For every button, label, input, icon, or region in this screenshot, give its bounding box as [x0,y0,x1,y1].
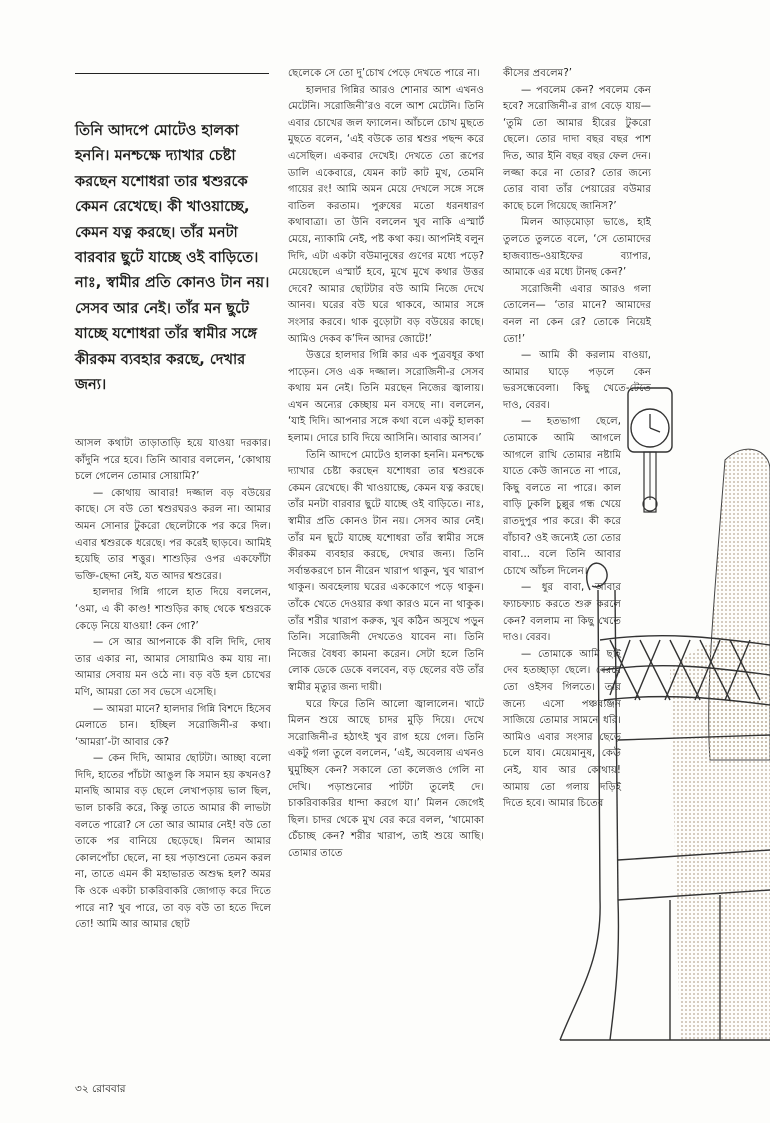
paragraph: — কেন দিদি, আমার ছোটটা। আচ্ছা বলো দিদি, হাতের পাঁচটা আঙুল কি সমান হয় কখনও? মানছি আমার বড় ছেলে লেখাপড়ায় ভাল ছিল, ভাল চাকরি করে, কিন্তু তাতে আমার কী লাভটা বলতে পারো? সে তো আর আমার নেই! বউ তো তাকে পর বানিয়ে ছেড়েছে। মিলন আমার কোলপোঁচা ছেলে, না হয় পড়াশুনো তেমন করল না, তাতে এমন কী মহাভারত অশুদ্ধ হল? অমর কি ওকে একটা চাকরিবাকরি জোগাড় করে দিতে পারে না? খুব পারে, তা বড় বউ তা হতে দিলে তো! আমি আর আমার ছোট [75,753,271,931]
paragraph: — কোথায় আবার! দজ্জাল বড় বউয়ের কাছে। সে বউ তো শ্বশুরঘরও করল না। আমার অমন সোনার টুকরো ছেলেটাকে পর করে দিল। এবার শ্বশুরকে ধরেছে। পর করেই ছাড়বে। আমিই হয়েছি তার শত্তুর। শাশুড়ির ওপর একফোঁটা ভক্তি-ছেদ্দা নেই, যত আদর শ্বশুরের। [75,487,271,582]
paragraph: হালদার গিন্নির আরও শোনার আশ এখনও মেটেনি। সরোজিনী’রও বলে আশ মেটেনি। তিনি এবার চোখের জল ফ্যালেন। আঁচলে চোখ মুছতে মুছতে বলেন, ‘এই বউকে তার শ্বশুর পছন্দ করে এসেছিল। একবার দেখেই। দেখতে তো রূপের ডালি একেবারে, যেমন কাট কাট মুখ, তেমনি গায়ের রং! আমি অমন মেয়ে দেখলে সঙ্গে সঙ্গে বাতিল করতাম। পুরুষের মতো ধরনধারণ কথাবাত্রা। তা উনি বললেন খুব নাকি এস্মার্ট মেয়ে, ন্যাকামি নেই, পষ্ট কথা কয়। আপনিই বলুন দিদি, এটা একটা বউমানুষের গুণের মধ্যে পড়ে? মেয়েছেলে এস্মার্ট হবে, মুখে মুখে কথার উত্তর দেবে? আমার ছোটটার বউ আমি নিজে দেখে আনব। ঘরের বউ ঘরে থাকবে, আমার সঙ্গে সংসার করবে। থাক বুড়োটা বড় বউয়ের কাছে। আমিও দেকব ক’দিন আদর জোটে!’ [288,84,484,345]
paragraph: উত্তরে হালদার গিন্নি কার এক পুত্রবধূর কথা পাড়েন। সেও এক দজ্জাল। সরোজিনী-র সেসব কথায় মন নেই। তিনি মরছেন নিজের জ্বালায়। এখন অন্যের কেচ্ছায় মন বসছে না। বললেন, ‘যাই দিদি। আপনার সঙ্গে কথা বলে একটু হালকা হলাম। দোরে চাবি দিয়ে আসিনি। আবার আসব।’ [288,350,484,445]
paragraph: — সে আর আপনাকে কী বলি দিদি, দোষ তার একার না, আমার সোয়ামিও কম যায় না। আমার সেবায় মন ওঠে না। বড় বউ হল চোখের মণি, আমরা তো সব ভেসে এসেছি। [75,637,271,698]
pull-quote: তিনি আদপে মোটেও হালকা হননি। মনশ্চক্ষে দ্যাখার চেষ্টা করছেন যশোধরা তার শ্বশুরকে কেমন রেখেছে। কী খাওয়াচ্ছে, কেমন যত্ন করছে। তাঁর মনটা বারবার ছুটে যাচ্ছে ওই বাড়িতে। নাঃ, স্বামীর প্রতি কোনও টান নয়। সেসব আর নেই। তাঁর মন ছুটে যাচ্ছে যশোধরা তাঁর স্বামীর সঙ্গে কীরকম ব্যবহার করছে, দেখার জন্য। [75,122,270,394]
chair-clock-illustration [520,340,770,1060]
paragraph: ঘরে ফিরে তিনি আলো জ্বালালেন। খাটে মিলন শুয়ে আছে চাদর মুড়ি দিয়ে। দেখে সরোজিনী-র হঠাৎই খুব রাগ হয়ে গেল। তিনি একটু গলা তুলে বললেন, ‘এই, অবেলায় এখনও ঘুমুচ্ছিস কেন? সকালে তো কলেজও গেলি না দেখি। পড়াশুনোর পাটটা তুলেই দে। চাকরিবাকরির ধান্দা করগে যা।’ মিলন জেগেই ছিল। চাদর থেকে মুখ বের করে বলল, ‘খামোকা চেঁচাচ্ছ কেন? শরীর খারাপ, তাই শুয়ে আছি। তোমার তাতে [288,698,484,859]
paragraph: সরোজিনী এবার আরও গলা তোলেন— ‘তার মানে? আমাদের বনল না কেন রে? তোকে নিয়েই তো!’ [503,283,651,345]
column-2 [288,66,484,863]
paragraph: মিলন আড়মোড়া ভাঙে, হাই তুলতে তুলতে বলে, ‘সে তোমাদের হাজব্যান্ড-ওয়াইফের ব্যাপার, আমাকে এর মধ্যে টানছ কেন?’ [503,217,651,279]
column-1 [75,436,271,934]
paragraph: আসল কথাটা তাড়াতাড়ি হয়ে যাওয়া দরকার। কাঁদুনি পরে হবে। তিনি আবার বললেন, ‘কোথায় চলে গেলেন তোমার সোয়ামি?’ [75,438,271,483]
paragraph: — ধুর বাবা, আবার ফ্যাচফ্যাচ করতে শুরু করলে কেন? বললাম না কিছু খেতে দাও। বেরব। [503,582,621,644]
page-folio: ৩২ রোববার [75,1083,126,1095]
paragraph: ছেলেকে সে তো দু’চোখ পেড়ে দেখতে পারে না। [288,68,480,79]
paragraph: কীসের প্রবলেম?’ [503,68,572,79]
top-rule [75,73,269,74]
paragraph: তিনি আদপে মোটেও হালকা হননি। মনশ্চক্ষে দ্যাখার চেষ্টা করছেন যশোধরা তার শ্বশুরকে কেমন রেখেছে। কী খাওয়াচ্ছে, কেমন যত্ন করছে। তাঁর মনটা বারবার ছুটে যাচ্ছে ওই বাড়িতে। নাঃ, স্বামীর প্রতি কোনও টান নয়। সেসব আর নেই। তাঁর মন ছুটে যাচ্ছে যশোধরা তাঁর স্বামীর সঙ্গে কীরকম ব্যবহার করছে, দেখার জন্য। তিনি সর্বান্তকরণে চান নীরেন খারাপ থাকুন, খুব খারাপ থাকুন। অবহেলায় ঘরের এককোণে পড়ে থাকুন। তাঁকে খেতে দেওয়ার কথা কারও মনে না থাকুক। তাঁর শরীর খারাপ করুক, খুব কঠিন অসুখে পড়ুন তিনি। সরোজিনী দেখতেও যাবেন না। তিনি নিজের বৈধব্য কামনা করেন। সেটা হলে তিনি লোক ডেকে ডেকে বলবেন, বড় ছেলের বউ তাঁর স্বামীর মৃত্যুর জন্য দায়ী। [288,449,484,693]
paragraph: — তোমাকে আমি ছাই দেব হতচ্ছাড়া ছেলে। বেরবে তো ওইসব গিলতে। তার জন্যে এসো পঞ্চব্যঞ্জন সাজিয়ে তোমার সামনে ধরি। আমিও এবার সংসার ছেড়ে চলে যাব। মেয়েমানুষ, কেউ নেই, যাব আর কোথায়! আমায় তো গলায় দড়িই দিতে হবে। আমার চিতের [503,648,621,810]
paragraph: হালদার গিন্নি গালে হাত দিয়ে বললেন, ‘ওমা, এ কী কাণ্ড! শাশুড়ির কাছ থেকে শ্বশুরকে কেড়ে নিয়ে যাওয়া! কেন গো?’ [75,587,271,632]
paragraph: — হতভাগা ছেলে, তোমাকে আমি আগলে আগলে রাখি তোমার নষ্টামি যাতে কেউ জানতে না পারে, কিছু বলতে না পারে। কাল বাড়ি ঢুকলি চুল্লুর গন্ধ খেয়ে রাতদুপুর পার করে। কী করে বাঁচাব? ওই জন্যেই তো তোর বাবা... বলে তিনি আবার চোখে আঁচল দিলেন। [503,416,621,577]
wall-clock-icon [628,388,672,512]
paragraph: — আমি কী করলাম বাওয়া, আমার ঘাড়ে পড়লে কেন ভরসন্ধেবেলা। কিছু খেতে-টেতে দাও, বেরব। [503,350,651,411]
paragraph: — পবলেম কেন? পবলেম কেন হবে? সরোজিনী-র রাগ বেড়ে যায়— ‘তুমি তো আমার হীরের টুকরো ছেলে। তোর দাদা বছর বছর পাশ দিত, আর ইনি বছর বছর ফেল দেন। লজ্জা করে না তোর? তোর জন্যে তোর বাবা তাঁর পেয়ারের বউমার কাছে চলে গিয়েছে জানিস?’ [503,84,651,212]
paragraph: — আমরা মানে? হালদার গিন্নি বিশদে হিসেব মেলাতে চান। হচ্ছিল সরোজিনী-র কথা। ‘আমরা’-টা আবার কে? [75,703,271,748]
